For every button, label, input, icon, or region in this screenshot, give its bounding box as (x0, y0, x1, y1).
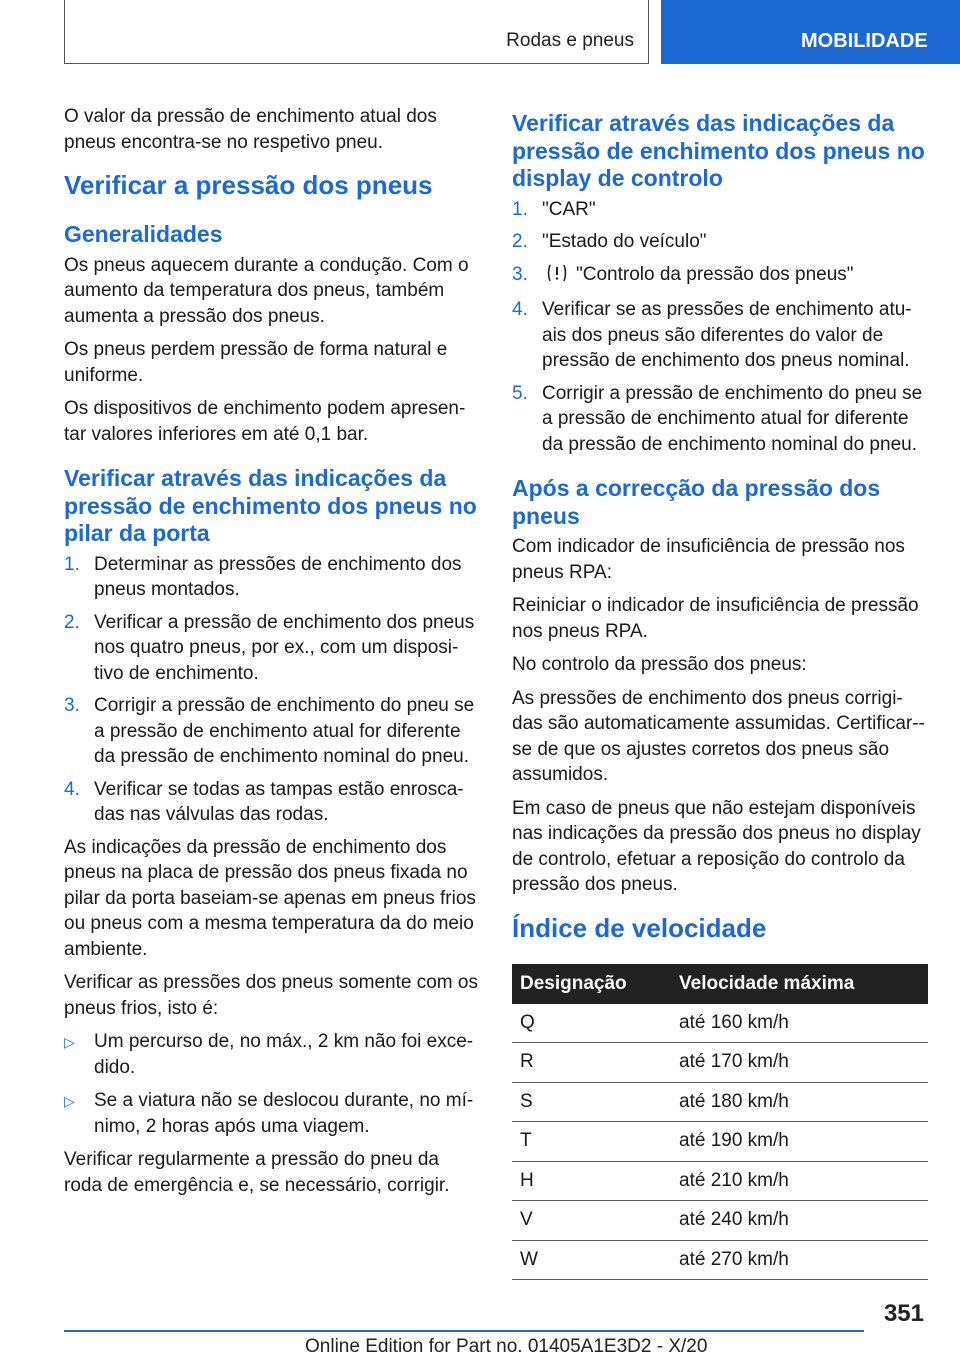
main-heading: Verificar a pressão dos pneus (64, 170, 433, 200)
list-item (64, 552, 479, 603)
list-item (512, 262, 928, 291)
page-number: 351 (883, 1300, 924, 1327)
edition-footer: Online Edition for Part no. 01405A1E3D2 - X/20 (305, 1336, 708, 1357)
chapter-tab (661, 0, 960, 64)
column-header: Designação (512, 964, 671, 1004)
paragraph: Os pneus perdem pressão de forma natural e uniforme. (64, 339, 448, 386)
step-number: 3. (512, 263, 528, 285)
column-header: Velocidade máxima (671, 964, 928, 1004)
table-row (512, 1122, 928, 1162)
table-cell: até 160 km/h (671, 1004, 928, 1043)
speed-index-heading: Índice de velocidade (512, 912, 767, 943)
pillar-note: As indicações da pressão de enchimento dos pneus na placa de pressão dos pneus fixada no pilar da porta baseiam-se apenas em pneus frios ou pneus com a mesma temperatura da do meio ambiente. (64, 836, 476, 960)
pillar-heading: Verificar através das indicações da pressão de enchimento dos pneus no pilar da porta (64, 465, 477, 546)
paragraph: No controlo da pressão dos pneus: (512, 654, 807, 675)
table-header-row (512, 964, 928, 1004)
table-cell: W (512, 1240, 671, 1280)
list-item (512, 381, 928, 458)
list-item (64, 693, 479, 770)
step-text: Determinar as pressões de enchimento dos pneus montados. (94, 553, 462, 600)
table-cell: até 170 km/h (671, 1043, 928, 1083)
paragraph: Reiniciar o indicador de insuficiência de pressão nos pneus RPA. (512, 595, 919, 642)
triangle-bullet-icon: ▷ (64, 1093, 75, 1109)
tire-pressure-warning-icon (546, 263, 568, 291)
step-text: Verificar se todas as tampas estão enrosca‐das nas válvulas das rodas. (94, 778, 464, 825)
display-steps-list (512, 197, 928, 458)
list-item (64, 610, 479, 687)
table-cell: até 210 km/h (671, 1161, 928, 1201)
step-number: 4. (512, 299, 528, 320)
pillar-steps-list (64, 552, 479, 828)
table-row (512, 1240, 928, 1280)
step-number: 2. (512, 231, 528, 252)
cold-conditions-list (64, 1029, 479, 1139)
bullet-text: Se a viatura não se deslocou durante, no mí‐nimo, 2 horas após uma viagem. (94, 1090, 474, 1137)
table-cell: Q (512, 1004, 671, 1043)
table-row (512, 1082, 928, 1122)
step-number: 4. (64, 778, 80, 800)
general-heading: Generalidades (64, 221, 223, 247)
list-item (64, 777, 479, 828)
page-header (64, 0, 960, 64)
paragraph: As pressões de enchimento dos pneus corrigi‐das são automaticamente assumidas. Certificar-‐se de que os ajustes corretos dos pneus são assumidos. (512, 687, 925, 785)
table-cell: até 180 km/h (671, 1082, 928, 1122)
table-cell: até 190 km/h (671, 1122, 928, 1162)
table-cell: até 270 km/h (671, 1240, 928, 1280)
step-text: Verificar a pressão de enchimento dos pneus nos quatro pneus, por ex., com um disposi‐tivo de enchimento. (94, 611, 475, 684)
triangle-bullet-icon: ▷ (64, 1034, 75, 1050)
table-row (512, 1004, 928, 1043)
table-row (512, 1043, 928, 1083)
step-number: 5. (512, 382, 528, 404)
bullet-text: Um percurso de, no máx., 2 km não foi exce‐dido. (94, 1031, 474, 1078)
speed-index-table (512, 964, 928, 1281)
table-cell: H (512, 1161, 671, 1201)
list-item (64, 1088, 479, 1139)
step-number: 1. (512, 198, 528, 220)
left-column (64, 104, 479, 1206)
step-text: "CAR" (542, 198, 596, 220)
section-tab (64, 0, 649, 64)
step-number: 3. (64, 695, 80, 716)
table-cell: V (512, 1201, 671, 1241)
list-item (64, 1029, 479, 1080)
table-row (512, 1161, 928, 1201)
chapter-title: MOBILIDADE (801, 30, 928, 52)
step-text: Verificar se as pressões de enchimento atu‐ais dos pneus são diferentes do valor de pressão de enchimento dos pneus nominal. (542, 299, 912, 371)
cold-intro: Verificar as pressões dos pneus somente com os pneus frios, isto é: (64, 972, 478, 1019)
display-heading: Verificar através das indicações da pressão de enchimento dos pneus no display de controlo (512, 110, 925, 191)
step-number: 1. (64, 553, 80, 575)
footer-divider (64, 1330, 864, 1332)
table-cell: S (512, 1082, 671, 1122)
step-text: Corrigir a pressão de enchimento do pneu se a pressão de enchimento atual for diferente da pressão de enchimento nominal do pneu. (542, 382, 923, 455)
after-correction-heading: Após a correcção da pressão dos pneus (512, 475, 881, 529)
table-cell: R (512, 1043, 671, 1083)
section-title: Rodas e pneus (506, 30, 634, 51)
right-column (512, 104, 928, 1280)
spare-note: Verificar regularmente a pressão do pneu da roda de emergência e, se necessário, corrigir. (64, 1149, 450, 1196)
list-item (512, 197, 928, 223)
step-text: "Estado do veículo" (542, 231, 707, 252)
list-item (512, 229, 928, 255)
list-item (512, 297, 928, 374)
table-cell: até 240 km/h (671, 1201, 928, 1241)
step-text: Corrigir a pressão de enchimento do pneu se a pressão de enchimento atual for diferente da pressão de enchimento nominal do pneu. (94, 695, 475, 767)
step-text: "Controlo da pressão dos pneus" (576, 263, 854, 285)
step-number: 2. (64, 611, 80, 633)
table-cell: T (512, 1122, 671, 1162)
paragraph: Com indicador de insuficiência de pressão nos pneus RPA: (512, 536, 905, 583)
table-row (512, 1201, 928, 1241)
paragraph: Os dispositivos de enchimento podem apresen‐tar valores inferiores em até 0,1 bar. (64, 398, 466, 445)
intro-paragraph: O valor da pressão de enchimento atual dos pneus encontra-se no respetivo pneu. (64, 106, 437, 153)
paragraph: Os pneus aquecem durante a condução. Com o aumento da temperatura dos pneus, também aumenta a pressão dos pneus. (64, 254, 469, 327)
paragraph: Em caso de pneus que não estejam disponíveis nas indicações da pressão dos pneus no display de controlo, efetuar a reposição do controlo da pressão dos pneus. (512, 797, 921, 895)
